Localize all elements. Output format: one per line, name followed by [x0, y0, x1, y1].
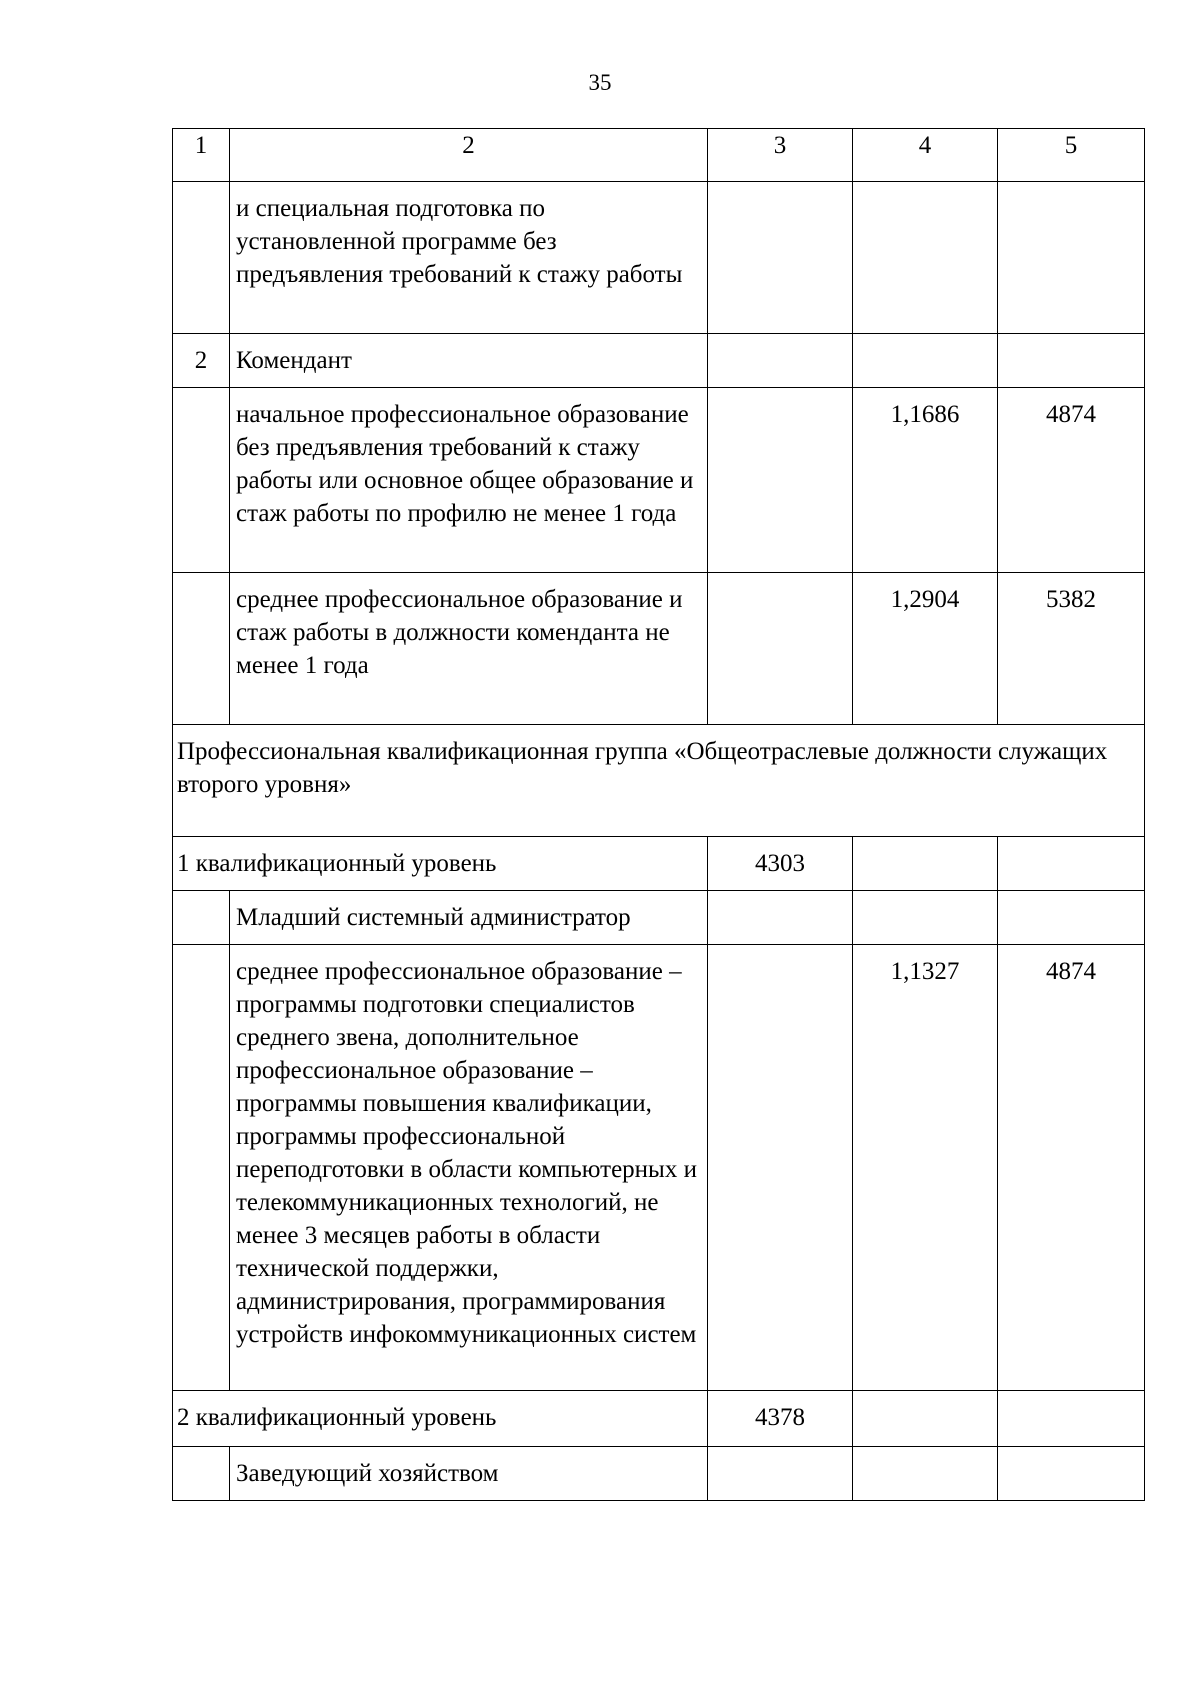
salary-cell [708, 388, 853, 573]
coefficient-cell [853, 334, 998, 388]
salary-cell [708, 573, 853, 725]
row-number-cell [173, 891, 230, 945]
row-number-cell [173, 573, 230, 725]
position-title-cell: Комендант [230, 334, 708, 388]
coefficient-cell: 1,1327 [853, 945, 998, 1391]
header-cell: 5 [998, 129, 1145, 182]
qualification-group-heading: Профессиональная квалификационная группа «Общеотраслевые должности служащих второго уровня» [173, 725, 1145, 837]
header-cell: 2 [230, 129, 708, 182]
coefficient-cell [853, 182, 998, 334]
position-title-cell: Младший системный администратор [230, 891, 708, 945]
salary-cell: 4303 [708, 837, 853, 891]
table-row [173, 182, 1145, 334]
header-row [173, 129, 1145, 182]
table-row [173, 891, 1145, 945]
salary-cell [708, 945, 853, 1391]
amount-cell [998, 1391, 1145, 1447]
header-cell: 1 [173, 129, 230, 182]
group-row [173, 725, 1145, 837]
description-cell: среднее профессиональное образование и стаж работы в должности коменданта не менее 1 года [230, 573, 708, 725]
coefficient-cell [853, 1391, 998, 1447]
coefficient-cell [853, 837, 998, 891]
row-number-cell: 2 [173, 334, 230, 388]
row-number-cell [173, 1447, 230, 1501]
header-cell: 4 [853, 129, 998, 182]
coefficient-cell [853, 1447, 998, 1501]
salary-cell [708, 1447, 853, 1501]
table-row [173, 334, 1145, 388]
table-row [173, 945, 1145, 1391]
header-cell: 3 [708, 129, 853, 182]
level-row [173, 837, 1145, 891]
amount-cell [998, 837, 1145, 891]
qualification-level-label: 2 квалификационный уровень [173, 1391, 708, 1447]
salary-table [172, 128, 1145, 1501]
salary-cell [708, 182, 853, 334]
level-row [173, 1391, 1145, 1447]
description-cell: начальное профессиональное образование без предъявления требований к стажу работы или основное общее образование и стаж работы по профилю не менее 1 года [230, 388, 708, 573]
description-cell: среднее профессиональное образование – программы подготовки специалистов среднего звена, дополнительное профессиональное образование – программы повышения квалификации, программы профессиональной переподготовки в области компьютерных и телекоммуникационных технологий, не менее 3 месяцев работы в области технической поддержки, администрирования, программирования устройств инфокоммуникационных систем [230, 945, 708, 1391]
coefficient-cell: 1,1686 [853, 388, 998, 573]
amount-cell: 4874 [998, 388, 1145, 573]
row-number-cell [173, 945, 230, 1391]
description-cell: и специальная подготовка по установленной программе без предъявления требований к стажу работы [230, 182, 708, 334]
amount-cell [998, 1447, 1145, 1501]
table-row [173, 1447, 1145, 1501]
amount-cell [998, 182, 1145, 334]
amount-cell [998, 891, 1145, 945]
table-row [173, 388, 1145, 573]
amount-cell [998, 334, 1145, 388]
coefficient-cell [853, 891, 998, 945]
row-number-cell [173, 388, 230, 573]
amount-cell: 4874 [998, 945, 1145, 1391]
row-number-cell [173, 182, 230, 334]
coefficient-cell: 1,2904 [853, 573, 998, 725]
table-row [173, 573, 1145, 725]
position-title-cell: Заведующий хозяйством [230, 1447, 708, 1501]
page-number: 35 [588, 70, 612, 95]
qualification-level-label: 1 квалификационный уровень [173, 837, 708, 891]
salary-cell [708, 334, 853, 388]
salary-cell: 4378 [708, 1391, 853, 1447]
salary-cell [708, 891, 853, 945]
amount-cell: 5382 [998, 573, 1145, 725]
